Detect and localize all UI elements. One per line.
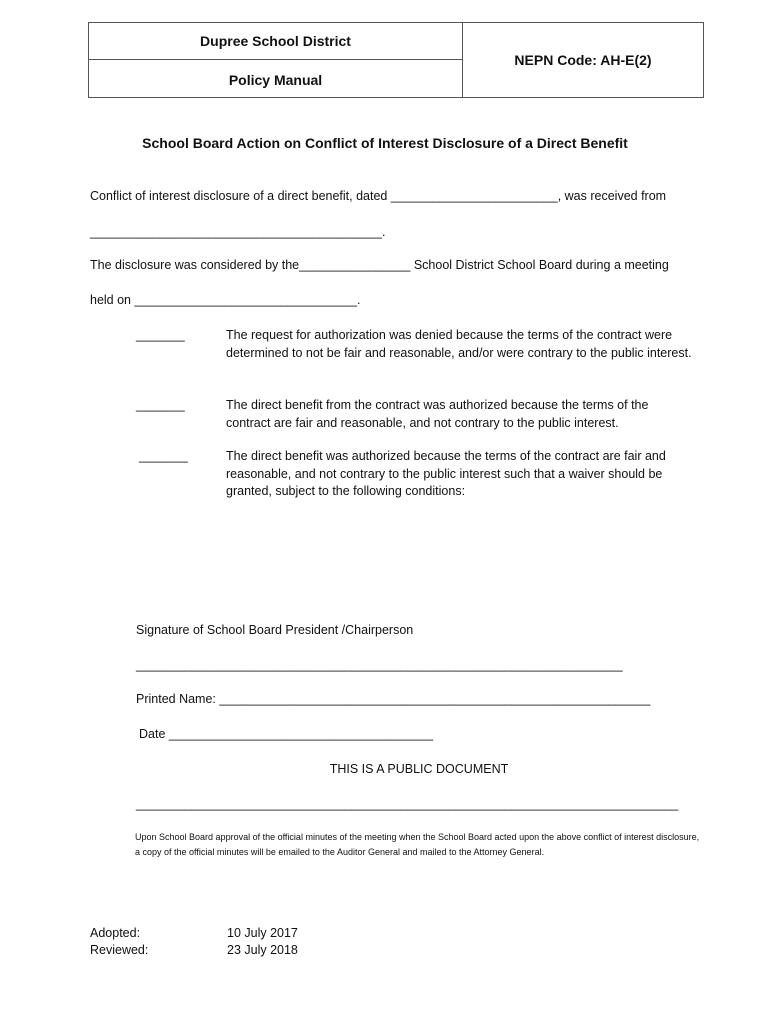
option-text-denied: The request for authorization was denied because the terms of the contract were determined to not be fair and reasonable, and/or were contrary to the public interest.: [226, 328, 692, 360]
signature-line: ______________________________________________________________________: [136, 658, 623, 672]
disclosure-line-2: __________________________________________.: [90, 225, 386, 239]
printed-name-field: Printed Name: ______________________________________________________________: [136, 692, 651, 706]
option-blank-denied: _______: [136, 328, 185, 342]
option-text-waiver: The direct benefit was authorized because the terms of the contract are fair and reasonable, and not contrary to the public interest such that a waiver should be granted, subject to the following conditions:: [226, 449, 666, 498]
reviewed-label: Reviewed:: [90, 943, 149, 957]
disclosure-line-4: held on ________________________________.: [90, 293, 361, 307]
divider-line: ______________________________________________________________________________: [136, 797, 679, 811]
adopted-label: Adopted:: [90, 926, 141, 940]
document-title: School Board Action on Conflict of Interest Disclosure of a Direct Benefit: [142, 135, 628, 151]
nepn-code: NEPN Code: AH-E(2): [514, 52, 652, 68]
option-blank-waiver: _______: [139, 449, 188, 463]
disclosure-line-1: Conflict of interest disclosure of a direct benefit, dated ________________________, was received from: [90, 189, 667, 203]
header-table: [88, 22, 704, 98]
adopted-date: 10 July 2017: [227, 926, 298, 940]
signature-label: Signature of School Board President /Chairperson: [136, 623, 414, 637]
option-blank-authorized: _______: [136, 398, 185, 412]
option-text-authorized: The direct benefit from the contract was authorized because the terms of the contract are fair and reasonable, and not contrary to the public interest.: [226, 398, 649, 430]
district-name: Dupree School District: [89, 23, 462, 60]
footnote: Upon School Board approval of the official minutes of the meeting when the School Board acted upon the above conflict of interest disclosure, a copy of the official minutes will be emailed to the Auditor General and mailed to the Attorney General.: [135, 832, 700, 857]
manual-name: Policy Manual: [228, 71, 323, 88]
header-left-cell: [89, 23, 463, 97]
public-document-notice: THIS IS A PUBLIC DOCUMENT: [329, 762, 509, 776]
reviewed-date: 23 July 2018: [227, 943, 298, 957]
date-field: Date ______________________________________: [139, 727, 434, 741]
disclosure-line-3: The disclosure was considered by the________________ School District School Board during a meeting: [90, 258, 669, 272]
